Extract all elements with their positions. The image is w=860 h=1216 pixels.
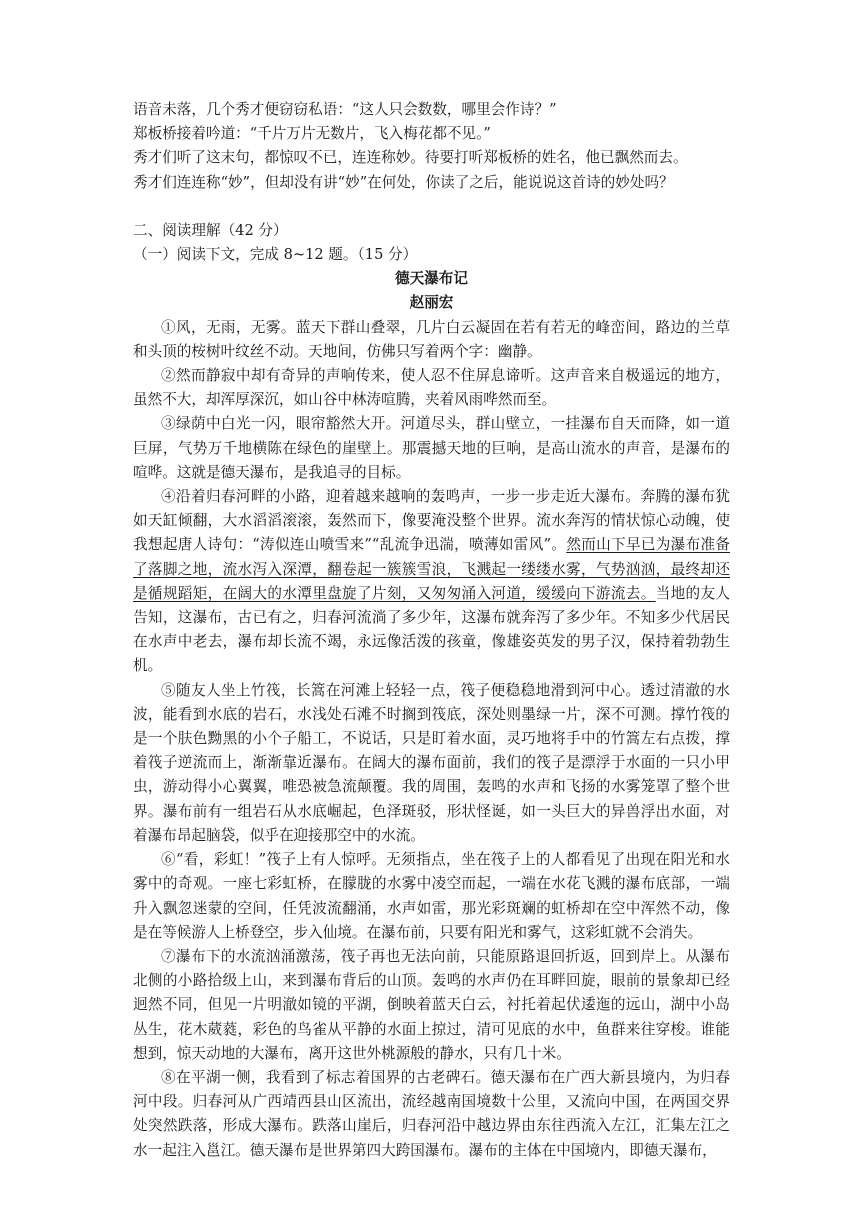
paragraph-5: ⑤随友人坐上竹筏，长篙在河滩上轻轻一点，筏子便稳稳地滑到河中心。透过清澈的水波，能看到水底的岩石，水浅处石滩不时搁到筏底，深处则墨绿一片，深不可测。撑竹筏的是一个肤色黝黑的小个子船工，不说话，只是盯着水面，灵巧地将手中的竹篙左右点拨，撑着筏子逆流而上，渐渐靠近瀑布。在阔大的瀑布面前，我们的筏子是漂浮于水面的一只小甲虫，游动得小心翼翼，唯恐被急流颠覆。我的周围，轰鸣的水声和飞扬的水雾笼罩了整个世界。瀑布前有一组岩石从水底崛起，色泽斑驳，形状怪诞，如一头巨大的异兽浮出水面，对着瀑布昂起脑袋，似乎在迎接那空中的水流。	[133, 681, 730, 844]
spacer	[133, 195, 730, 219]
underlined-sentence: 然而山下早已为瀑布准备了落脚之地，流水泻入深潭，翻卷起一簇簇雪浪，飞溅起一缕缕水雾，气势汹汹，最终却还是循规蹈矩，在阔大的水潭里盘旋了片刻，又匆匆涌入河道，缓缓向下游流去。	[133, 536, 730, 602]
paragraph-4-start: ④沿着归春河畔的小路，迎着越来越响的轰鸣声，一步一步走近大瀑布。奔腾的瀑布犹如天缸倾翻，大水滔滔滚滚，轰然而下，像要淹没整个世界。流水奔泻的情状惊心动魄，使我想起唐人诗句：“涛似连山喷雪来”“乱流争迅湍，喷薄如雷风”。	[133, 488, 730, 554]
paragraph-4	[133, 485, 730, 679]
section-heading: 二、阅读理解（42 分）	[133, 221, 288, 239]
intro-line-2: 郑板桥接着吟道：“千片万片无数片，飞入梅花都不见。”	[133, 125, 491, 143]
intro-line-4: 秀才们连连称“妙”，但却没有讲“妙”在何处，你读了之后，能说说这首诗的妙处吗？	[133, 173, 674, 191]
article-title: 德天瀑布记	[395, 270, 468, 288]
paragraph-6: ⑥“看，彩虹！”筏子上有人惊呼。无须指点，坐在筏子上的人都看见了出现在阳光和水雾中的奇观。一座七彩虹桥，在朦胧的水雾中凌空而起，一端在水花飞溅的瀑布底部，一端升入飘忽迷蒙的空间，任凭波流翻涌，水声如雷，那光彩斑斓的虹桥却在空中浑然不动，像是在等候游人上桥登空，步入仙境。在瀑布前，只要有阳光和雾气，这彩虹就不会消失。	[133, 851, 730, 941]
article-author: 赵丽宏	[409, 294, 454, 312]
sub-heading: （一）阅读下文，完成 8~12 题。（15 分）	[133, 246, 418, 264]
intro-line-3: 秀才们听了这末句，都惊叹不已，连连称妙。待要打听郑板桥的姓名，他已飘然而去。	[133, 149, 688, 167]
paragraph-8: ⑧在平湖一侧，我看到了标志着国界的古老碑石。德天瀑布在广西大新县境内，为归春河中段。归春河从广西靖西县山区流出，流经越南国境数十公里，又流向中国，在两国交界处突然跌落，形成大瀑布。跌落山崖后，归春河沿中越边界由东往西流入左江，汇集左江之水一起注入邕江。德天瀑布是世界第四大跨国瀑布。瀑布的主体在中国境内，即德天瀑布，	[133, 1068, 730, 1159]
paragraph-1: ①风，无雨，无雾。蓝天下群山叠翠，几片白云凝固在若有若无的峰峦间，路边的兰草和头顶的桉树叶纹丝不动。天地间，仿佛只写着两个字：幽静。	[133, 318, 730, 360]
paragraph-4-end: 当地的友人告知，这瀑布，古已有之，归春河流淌了多少年，这瀑布就奔泻了多少年。不知多少代居民在水声中老去，瀑布却长流不竭，永远像活泼的孩童，像雄姿英发的男子汉，保持着勃勃生机。	[133, 584, 730, 675]
paragraph-2: ②然而静寂中却有奇异的声响传来，使人忍不住屏息谛听。这声音来自极遥远的地方，虽然不大，却浑厚深沉，如山谷中林涛喧腾，夹着风雨哗然而至。	[133, 367, 730, 409]
paragraph-3: ③绿荫中白光一闪，眼帘豁然大开。河道尽头，群山壁立，一挂瀑布自天而降，如一道巨屏，气势万千地横陈在绿色的崖壁上。那震撼天地的巨响，是高山流水的声音，是瀑布的喧哗。这就是德天瀑布，是我追寻的目标。	[133, 415, 730, 481]
document-body	[133, 98, 730, 1163]
intro-line-1: 语音未落，几个秀才便窃窃私语：“这人只会数数，哪里会作诗？”	[133, 101, 557, 118]
paragraph-7: ⑦瀑布下的水流汹涌激荡，筏子再也无法向前，只能原路退回折返，回到岸上。从瀑布北侧的小路拾级上山，来到瀑布背后的山顶。轰鸣的水声仍在耳畔回旋，眼前的景象却已经迥然不同，但见一片明澈如镜的平湖，倒映着蓝天白云，衬托着起伏逶迤的远山，湖中小岛丛生，花木葳蕤，彩色的鸟雀从平静的水面上掠过，清可见底的水中，鱼群来往穿梭。谁能想到，惊天动地的大瀑布，离开这世外桃源般的静水，只有几十米。	[133, 947, 730, 1062]
